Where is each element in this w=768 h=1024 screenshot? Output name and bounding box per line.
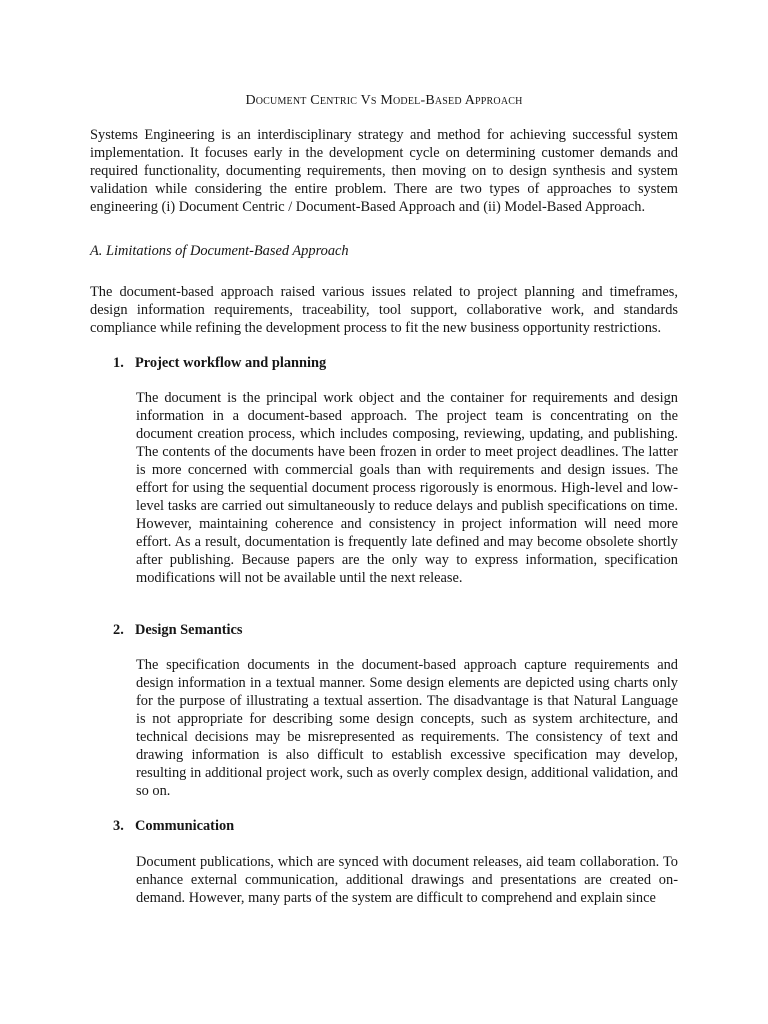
item-heading-text: Design Semantics xyxy=(135,622,243,638)
item-heading-text: Project workflow and planning xyxy=(135,355,327,371)
section-a-paragraph: The document-based approach raised various issues related to project planning and timeframes, design information requirements, traceability, tool support, collaborative work, and standards compliance while refining the development process to fit the new business opportunity restrictions. xyxy=(90,284,678,336)
item-heading-text: Communication xyxy=(135,818,235,834)
item-heading-design-semantics xyxy=(113,622,243,639)
item-number: 3. xyxy=(113,818,124,834)
document-title: Document Centric Vs Model-Based Approach xyxy=(245,93,523,108)
item-paragraph-communication: Document publications, which are synced with document releases, aid team collaboration. To enhance external communication, additional drawings and presentations are created on-demand. However, many parts of the system are difficult to comprehend and explain since xyxy=(136,854,678,906)
item-number: 2. xyxy=(113,622,124,638)
item-heading-project-workflow xyxy=(113,355,326,372)
intro-paragraph: Systems Engineering is an interdisciplinary strategy and method for achieving successful system implementation. It focuses early in the development cycle on determining customer demands and required functionality, documenting requirements, then moving on to design synthesis and system validation while considering the entire problem. There are two types of approaches to system engineering (i) Document Centric / Document-Based Approach and (ii) Model-Based Approach. xyxy=(90,127,678,215)
item-number: 1. xyxy=(113,355,124,371)
item-paragraph-design-semantics: The specification documents in the document-based approach capture requirements and design information in a textual manner. Some design elements are depicted using charts only for the purpose of illustrating a textual assertion. The disadvantage is that Natural Language is not appropriate for describing some design concepts, such as system architecture, and technical decisions may be misrepresented as requirements. The consistency of text and drawing information is also difficult to establish excessive specification may develop, resulting in additional project work, such as overly complex design, additional validation, and so on. xyxy=(136,657,678,799)
section-a-heading: A. Limitations of Document-Based Approach xyxy=(90,243,349,259)
item-heading-communication xyxy=(113,818,234,835)
item-paragraph-project-workflow: The document is the principal work object and the container for requirements and design information in a document-based approach. The project team is concentrating on the document creation process, which includes composing, reviewing, updating, and publishing. The contents of the documents have been frozen in order to meet project deadlines. The latter is more concerned with commercial goals than with requirements and design issues. The effort for using the sequential document process rigorously is enormous. High-level and low-level tasks are carried out simultaneously to reduce delays and publish specifications on time. However, maintaining coherence and consistency in project information will need more effort. As a result, documentation is frequently late defined and may become obsolete shortly after publishing. Because papers are the only way to express information, specification modifications will not be available until the next release. xyxy=(136,390,678,586)
